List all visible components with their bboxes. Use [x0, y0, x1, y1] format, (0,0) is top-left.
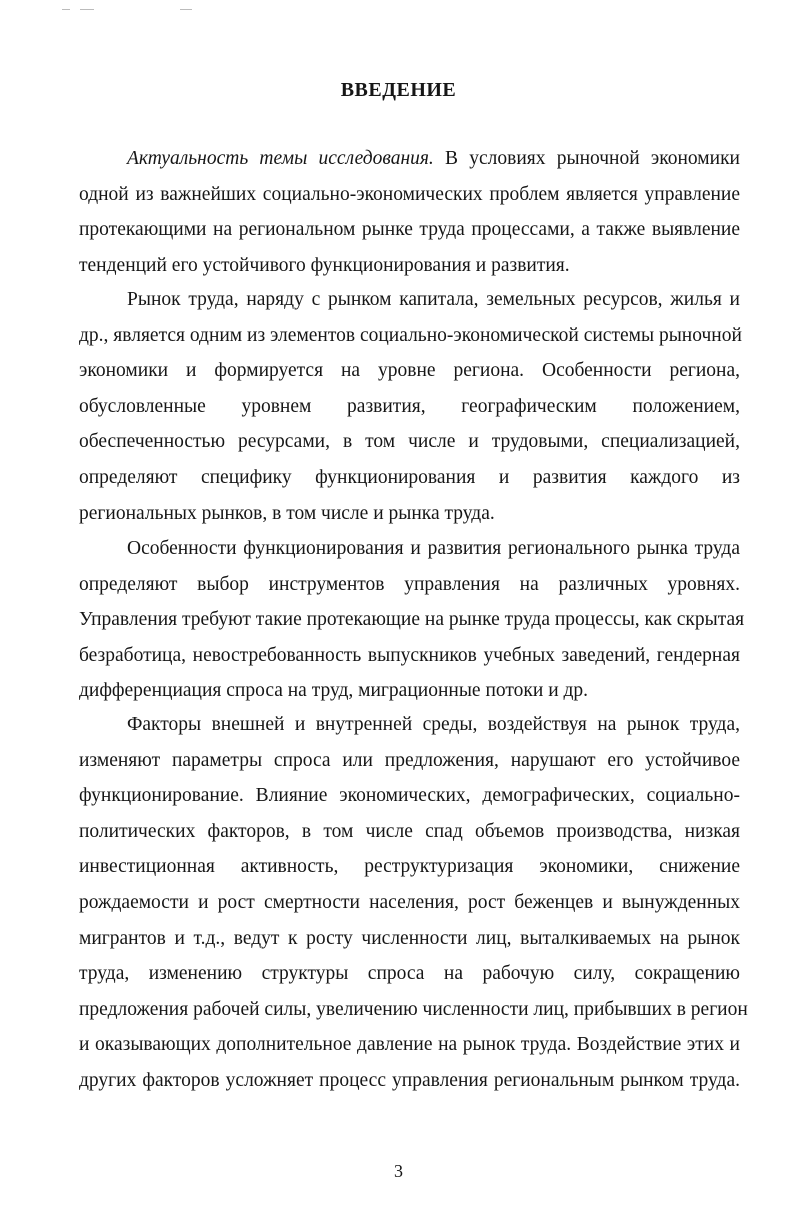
paragraph-line: Факторы внешней и внутренней среды, воздействуя на рынок труда,: [127, 714, 740, 735]
paragraph-relevance: [79, 141, 740, 283]
paragraph-lead: Актуальность темы исследования.: [127, 148, 434, 169]
paragraph-line: мигрантов и т.д., ведут к росту численности лиц, выталкиваемых на рынок: [79, 927, 740, 949]
paragraph-line: обусловленные уровнем развития, географическим положением,: [79, 395, 740, 417]
paragraph-line: труда, изменению структуры спроса на рабочую силу, сокращению: [79, 963, 740, 985]
paragraph-line: определяют специфику функционирования и развития каждого из: [79, 466, 740, 488]
paragraph-line: др., является одним из элементов социально-экономической системы рыночной: [79, 324, 742, 346]
paragraph-line: Особенности функционирования и развития регионального рынка труда: [127, 538, 740, 559]
page-number: 3: [394, 1161, 403, 1181]
scan-artifact: [62, 9, 70, 10]
paragraph-labor-market: [79, 282, 740, 531]
paragraph-line: инвестиционная активность, реструктуризация экономики, снижение: [79, 856, 740, 878]
paragraph-line: обеспеченностью ресурсами, в том числе и трудовыми, специализацией,: [79, 431, 740, 453]
paragraph-line: политических факторов, в том числе спад объемов производства, низкая: [79, 820, 740, 842]
paragraph-line: других факторов усложняет процесс управления региональным рынком труда.: [79, 1069, 740, 1091]
paragraph-factors: [79, 707, 748, 1099]
paragraph-line: региональных рынков, в том числе и рынка труда.: [79, 502, 495, 524]
page-title: ВВЕДЕНИЕ: [340, 79, 457, 101]
paragraph-line: функционирование. Влияние экономических, демографических, социально-: [79, 785, 740, 807]
paragraph-line: изменяют параметры спроса или предложения, нарушают его устойчивое: [79, 749, 740, 771]
scan-artifact: [80, 9, 94, 10]
paragraph-line: Актуальность темы исследования. В условиях рыночной экономики: [127, 148, 740, 169]
paragraph-line: одной из важнейших социально-экономических проблем является управление: [79, 183, 740, 205]
paragraph-line: протекающими на региональном рынке труда процессами, а также выявление: [79, 219, 740, 241]
scan-artifact: [180, 9, 192, 10]
paragraph-line: дифференциация спроса на труд, миграционные потоки и др.: [79, 680, 589, 702]
paragraph-line: определяют выбор инструментов управления на различных уровнях.: [79, 573, 740, 595]
paragraph-line: Управления требуют такие протекающие на рынке труда процессы, как скрытая: [79, 609, 745, 631]
paragraph-line: экономики и формируется на уровне региона. Особенности региона,: [79, 360, 740, 382]
paragraph-features: [79, 531, 745, 709]
paragraph-line: предложения рабочей силы, увеличению численности лиц, прибывших в регион: [79, 998, 748, 1020]
paragraph-line: и оказывающих дополнительное давление на рынок труда. Воздействие этих и: [79, 1034, 740, 1056]
paragraph-line: Рынок труда, наряду с рынком капитала, земельных ресурсов, жилья и: [127, 289, 740, 310]
paragraph-line: рождаемости и рост смертности населения, рост беженцев и вынужденных: [79, 891, 740, 913]
paragraph-line: тенденций его устойчивого функционирования и развития.: [79, 254, 570, 276]
paragraph-line: безработица, невостребованность выпускников учебных заведений, гендерная: [79, 644, 740, 666]
